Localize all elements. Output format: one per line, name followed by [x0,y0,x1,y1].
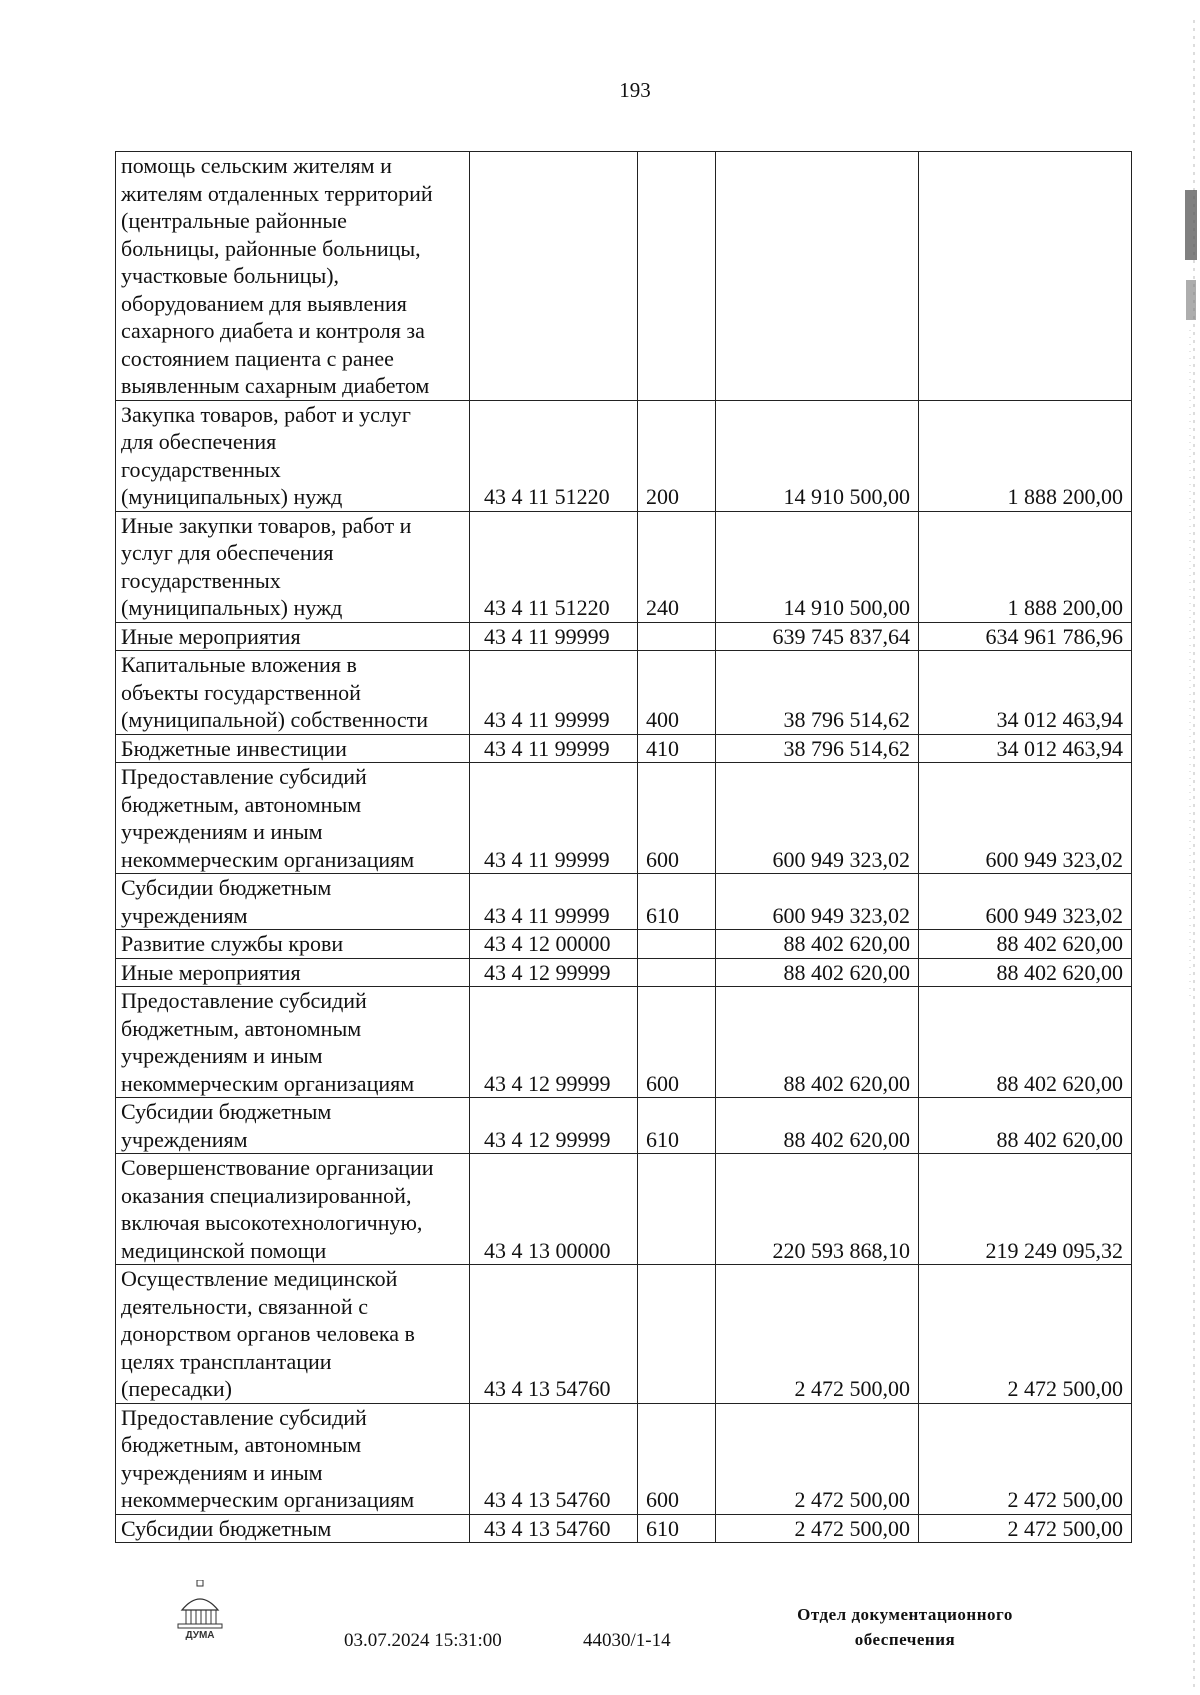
row-amount-2-cell: 1 888 200,00 [919,511,1132,622]
row-code-cell: 43 4 13 54760 [470,1403,638,1514]
row-kind-cell: 610 [638,1098,716,1154]
row-kind-cell: 600 [638,1403,716,1514]
footer-doc-number: 44030/1-14 [583,1630,671,1651]
row-kind-cell: 600 [638,763,716,874]
row-amount-1-cell: 2 472 500,00 [716,1514,919,1543]
row-amount-2-cell: 634 961 786,96 [919,622,1132,651]
row-code-cell: 43 4 11 51220 [470,511,638,622]
row-kind-cell [638,1154,716,1265]
row-amount-2-cell: 1 888 200,00 [919,400,1132,511]
table-row [116,622,1132,651]
row-amount-2-cell: 34 012 463,94 [919,651,1132,735]
row-name-cell: Субсидии бюджетным учреждениям [116,1098,470,1154]
row-code-cell: 43 4 12 00000 [470,930,638,959]
row-amount-2-cell: 600 949 323,02 [919,874,1132,930]
row-kind-cell: 610 [638,874,716,930]
row-kind-cell [638,958,716,987]
table-row [116,987,1132,1098]
page-number: 193 [619,78,651,102]
row-code-cell: 43 4 13 54760 [470,1265,638,1404]
row-code-cell: 43 4 11 99999 [470,622,638,651]
row-name-cell: Совершенствование организации оказания специализированной, включая высокотехнологичную, медицинской помощи [116,1154,470,1265]
table-row [116,734,1132,763]
row-amount-1-cell: 88 402 620,00 [716,987,919,1098]
row-name-cell: Иные мероприятия [116,958,470,987]
row-name-cell: Субсидии бюджетным учреждениям [116,874,470,930]
row-amount-1-cell: 2 472 500,00 [716,1403,919,1514]
row-code-cell: 43 4 12 99999 [470,987,638,1098]
duma-logo-icon [174,1580,226,1642]
row-amount-2-cell: 2 472 500,00 [919,1403,1132,1514]
row-amount-1-cell: 38 796 514,62 [716,734,919,763]
row-name-cell: Развитие службы крови [116,930,470,959]
table-row [116,1514,1132,1543]
row-code-cell: 43 4 11 99999 [470,874,638,930]
table-row [116,152,1132,401]
row-amount-2-cell: 600 949 323,02 [919,763,1132,874]
row-code-cell: 43 4 11 99999 [470,651,638,735]
row-amount-1-cell: 38 796 514,62 [716,651,919,735]
row-name-cell: помощь сельским жителям и жителям отдаленных территорий (центральные районные больницы, районные больницы, участковые больницы), оборудованием для выявления сахарного диабета и контроля за состоянием пациента с ранее выявленным сахарным диабетом [116,152,470,401]
row-amount-2-cell: 88 402 620,00 [919,1098,1132,1154]
row-kind-cell [638,152,716,401]
row-amount-1-cell [716,152,919,401]
row-name-cell: Предоставление субсидий бюджетным, автономным учреждениям и иным некоммерческим организациям [116,1403,470,1514]
logo-text: ДУМА [185,1630,215,1641]
row-code-cell: 43 4 11 99999 [470,763,638,874]
row-amount-1-cell: 600 949 323,02 [716,874,919,930]
table-row [116,1098,1132,1154]
row-code-cell: 43 4 12 99999 [470,1098,638,1154]
row-name-cell: Предоставление субсидий бюджетным, автономным учреждениям и иным некоммерческим организациям [116,987,470,1098]
row-kind-cell: 240 [638,511,716,622]
row-amount-2-cell: 88 402 620,00 [919,930,1132,959]
row-kind-cell: 200 [638,400,716,511]
row-amount-2-cell: 2 472 500,00 [919,1265,1132,1404]
table-row [116,400,1132,511]
row-kind-cell [638,1265,716,1404]
row-amount-1-cell: 2 472 500,00 [716,1265,919,1404]
row-name-cell: Капитальные вложения в объекты государственной (муниципальной) собственности [116,651,470,735]
row-kind-cell: 600 [638,987,716,1098]
footer-datetime: 03.07.2024 15:31:00 [344,1630,502,1651]
table-row [116,930,1132,959]
row-amount-2-cell: 2 472 500,00 [919,1514,1132,1543]
row-name-cell: Закупка товаров, работ и услуг для обеспечения государственных (муниципальных) нужд [116,400,470,511]
row-amount-1-cell: 14 910 500,00 [716,511,919,622]
row-amount-1-cell: 600 949 323,02 [716,763,919,874]
row-code-cell: 43 4 11 99999 [470,734,638,763]
row-name-cell: Осуществление медицинской деятельности, связанной с донорством органов человека в целях трансплантации (пересадки) [116,1265,470,1404]
budget-table [115,151,1132,1543]
row-name-cell: Бюджетные инвестиции [116,734,470,763]
row-code-cell: 43 4 13 00000 [470,1154,638,1265]
row-amount-2-cell [919,152,1132,401]
row-amount-1-cell: 88 402 620,00 [716,1098,919,1154]
row-code-cell: 43 4 11 51220 [470,400,638,511]
footer-department: Отдел документационного обеспечения [797,1605,1013,1649]
row-amount-1-cell: 639 745 837,64 [716,622,919,651]
table-row [116,874,1132,930]
row-kind-cell [638,622,716,651]
table-row [116,651,1132,735]
row-amount-2-cell: 88 402 620,00 [919,987,1132,1098]
table-row [116,1265,1132,1404]
row-kind-cell: 400 [638,651,716,735]
row-amount-1-cell: 14 910 500,00 [716,400,919,511]
row-name-cell: Субсидии бюджетным [116,1514,470,1543]
table-row [116,1403,1132,1514]
row-amount-2-cell: 34 012 463,94 [919,734,1132,763]
row-code-cell: 43 4 12 99999 [470,958,638,987]
row-code-cell [470,152,638,401]
table-row [116,1154,1132,1265]
table-row [116,511,1132,622]
row-code-cell: 43 4 13 54760 [470,1514,638,1543]
row-amount-2-cell: 219 249 095,32 [919,1154,1132,1265]
row-amount-1-cell: 88 402 620,00 [716,930,919,959]
row-amount-1-cell: 220 593 868,10 [716,1154,919,1265]
row-amount-1-cell: 88 402 620,00 [716,958,919,987]
table-row [116,958,1132,987]
row-kind-cell: 410 [638,734,716,763]
table-body [116,152,1132,1543]
row-name-cell: Иные закупки товаров, работ и услуг для обеспечения государственных (муниципальных) нужд [116,511,470,622]
scan-edge-artifact [1182,0,1200,1695]
row-kind-cell: 610 [638,1514,716,1543]
table-row [116,763,1132,874]
row-kind-cell [638,930,716,959]
row-name-cell: Иные мероприятия [116,622,470,651]
row-name-cell: Предоставление субсидий бюджетным, автономным учреждениям и иным некоммерческим организациям [116,763,470,874]
row-amount-2-cell: 88 402 620,00 [919,958,1132,987]
